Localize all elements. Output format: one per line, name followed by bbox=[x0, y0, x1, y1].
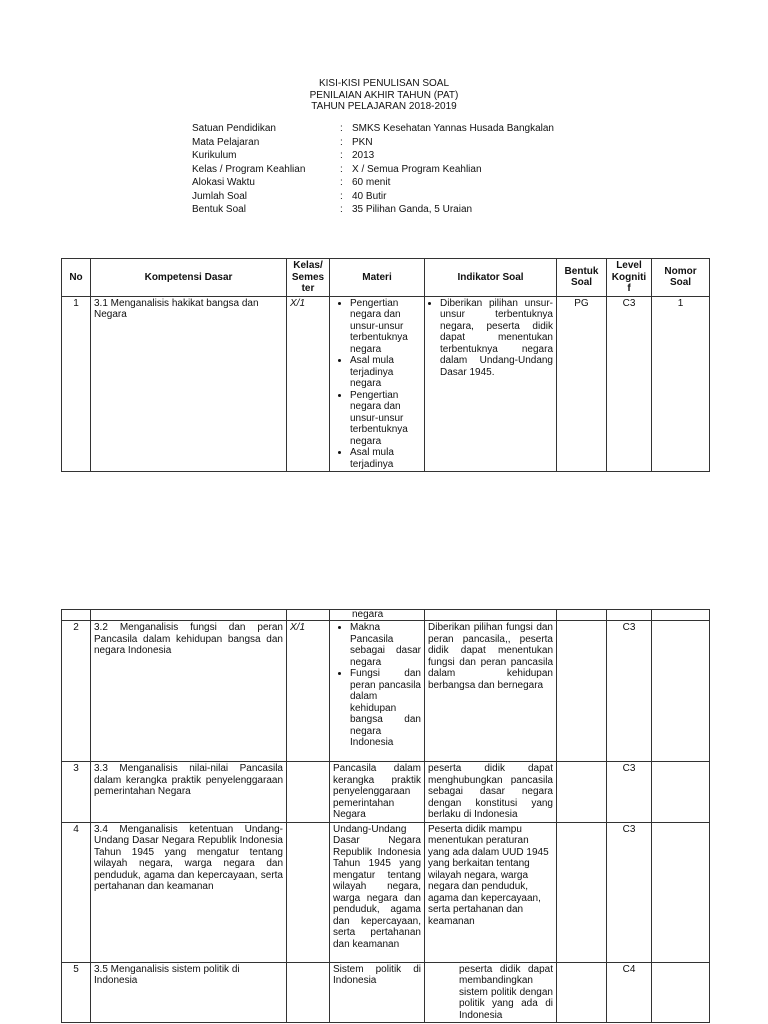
meta-label: Jumlah Soal bbox=[192, 190, 248, 202]
meta-label: Alokasi Waktu bbox=[192, 177, 255, 188]
cell-bentuk-soal bbox=[557, 962, 607, 1023]
indikator-list bbox=[428, 298, 553, 379]
cell-kelas: X/1 bbox=[287, 296, 330, 472]
meta-value: 2013 bbox=[352, 150, 375, 161]
header-bentuk-soal: Bentuk Soal bbox=[557, 259, 607, 297]
cell-indikator: peserta didik dapat membandingkan sistem politik dengan politik yang ada di Indonesia bbox=[425, 962, 557, 1023]
cell-bentuk-soal bbox=[557, 762, 607, 823]
cell-nomor-soal bbox=[652, 762, 710, 823]
document-title bbox=[0, 78, 768, 113]
cell-level-kognitif: C3 bbox=[607, 296, 652, 472]
header-kelas-semester: Kelas/ Semes ter bbox=[287, 259, 330, 297]
table-row bbox=[62, 762, 710, 823]
meta-colon: : bbox=[340, 190, 343, 202]
materi-list bbox=[333, 298, 421, 471]
meta-value: X / Semua Program Keahlian bbox=[352, 163, 482, 175]
materi-item: • Pengertian negara dan unsur-unsur terbentuknya negara bbox=[350, 390, 421, 448]
meta-row bbox=[192, 137, 652, 151]
cell-kompetensi-dasar: 3.3 Menganalisis nilai-nilai Pancasila dalam kerangka praktik penyelenggaraan pemerintahan Negara bbox=[91, 762, 287, 823]
meta-row bbox=[192, 150, 652, 164]
cell-nomor-soal bbox=[652, 822, 710, 962]
kisi-kisi-table-page-1 bbox=[61, 258, 710, 472]
cell-kelas bbox=[287, 762, 330, 823]
header-indikator-soal: Indikator Soal bbox=[425, 259, 557, 297]
cell-kelas: X/1 bbox=[287, 621, 330, 762]
meta-colon: : bbox=[340, 136, 343, 148]
title-line-1: KISI-KISI PENULISAN SOAL bbox=[318, 78, 450, 89]
meta-colon: : bbox=[340, 204, 343, 215]
header-level-kognitif: Level Kogniti f bbox=[607, 259, 652, 297]
cell-no: 4 bbox=[62, 822, 91, 962]
cell-kompetensi-dasar: 3.4 Menganalisis ketentuan Undang-Undang Dasar Negara Republik Indonesia Tahun 1945 yang mengatur tentang wilayah negara, warga negara dan penduduk, agama dan kepercayaan, serta pertahanan dan keamanan bbox=[91, 822, 287, 962]
cell-no: 3 bbox=[62, 762, 91, 823]
cell-kompetensi-dasar: 3.5 Menganalisis sistem politik di Indonesia bbox=[91, 962, 287, 1023]
cell-no: 5 bbox=[62, 962, 91, 1023]
meta-row bbox=[192, 177, 652, 191]
cell-materi: Undang-Undang Dasar Negara Republik Indonesia Tahun 1945 yang mengatur tentang wilayah negara, warga negara dan penduduk, agama dan kepercayaan, serta pertahanan dan keamanan bbox=[330, 822, 425, 962]
meta-value: SMKS Kesehatan Yannas Husada Bangkalan bbox=[352, 123, 554, 134]
header-kompetensi-dasar: Kompetensi Dasar bbox=[91, 259, 287, 297]
cell-level-kognitif: C3 bbox=[607, 762, 652, 823]
meta-label: Kelas / Program Keahlian bbox=[192, 163, 306, 175]
materi-item: • Asal mula terjadinya bbox=[350, 447, 421, 470]
cell-kompetensi-dasar: 3.2 Menganalisis fungsi dan peran Pancasila dalam kehidupan bangsa dan negara Indonesia bbox=[91, 621, 287, 762]
meta-value: 60 menit bbox=[352, 177, 391, 188]
cell-no: 2 bbox=[62, 621, 91, 762]
meta-colon: : bbox=[340, 123, 343, 134]
document-meta bbox=[192, 123, 652, 218]
cell-indikator: Diberikan pilihan fungsi dan peran pancasila,, peserta didik dapat menentukan fungsi dan peran pancasila dalam kehidupan berbangsa dan bernegara bbox=[425, 621, 557, 762]
header-nomor-soal: Nomor Soal bbox=[652, 259, 710, 297]
cell-level-kognitif: C4 bbox=[607, 962, 652, 1023]
cell-level-kognitif: C3 bbox=[607, 621, 652, 762]
cell-indikator: Peserta didik mampu menentukan peraturan yang ada dalam UUD 1945 yang berkaitan tentang wilayah negara, warga negara dan penduduk, agama dan kepercayaan, serta pertahanan dan keamanan bbox=[425, 822, 557, 962]
meta-colon: : bbox=[340, 177, 343, 188]
table-row bbox=[62, 962, 710, 1023]
cell-kelas bbox=[287, 822, 330, 962]
cell-materi bbox=[330, 621, 425, 762]
table-row-continuation bbox=[62, 610, 710, 621]
cell-materi bbox=[330, 296, 425, 472]
meta-value: PKN bbox=[352, 136, 373, 148]
cell-bentuk-soal bbox=[557, 822, 607, 962]
cell-materi: Sistem politik di Indonesia bbox=[330, 962, 425, 1023]
cell-no: 1 bbox=[62, 296, 91, 472]
meta-label: Bentuk Soal bbox=[192, 204, 246, 215]
meta-label: Satuan Pendidikan bbox=[192, 123, 276, 134]
cell-bentuk-soal: PG bbox=[557, 296, 607, 472]
cell-nomor-soal: 1 bbox=[652, 296, 710, 472]
cell-nomor-soal bbox=[652, 621, 710, 762]
meta-label: Kurikulum bbox=[192, 150, 237, 161]
kisi-kisi-table-page-2 bbox=[61, 609, 710, 1023]
meta-row bbox=[192, 204, 652, 218]
cell-bentuk-soal bbox=[557, 621, 607, 762]
cell-level-kognitif: C3 bbox=[607, 822, 652, 962]
meta-row bbox=[192, 191, 652, 205]
header-no: No bbox=[62, 259, 91, 297]
meta-value: 40 Butir bbox=[352, 190, 387, 202]
indikator-item: • Diberikan pilihan unsur-unsur terbentuknya negara, peserta didik dapat menentukan terbentuknya negara dalam Undang-Undang Dasar 1945. bbox=[440, 298, 553, 379]
materi-item: • Asal mula terjadinya negara bbox=[350, 355, 421, 390]
meta-label: Mata Pelajaran bbox=[192, 136, 260, 148]
cell-materi-continued: negara bbox=[330, 610, 425, 621]
cell-indikator bbox=[425, 296, 557, 472]
meta-colon: : bbox=[340, 163, 343, 175]
table-header-row bbox=[62, 259, 710, 297]
cell-kompetensi-dasar: 3.1 Menganalisis hakikat bangsa dan Negara bbox=[91, 296, 287, 472]
title-line-3: TAHUN PELAJARAN 2018-2019 bbox=[311, 101, 457, 112]
meta-value: 35 Pilihan Ganda, 5 Uraian bbox=[352, 204, 473, 215]
table-row bbox=[62, 296, 710, 472]
cell-kelas bbox=[287, 962, 330, 1023]
meta-colon: : bbox=[340, 150, 343, 161]
table-row bbox=[62, 822, 710, 962]
cell-nomor-soal bbox=[652, 962, 710, 1023]
materi-item: • Fungsi dan peran pancasila dalam kehidupan bangsa dan negara Indonesia bbox=[350, 668, 421, 749]
materi-item: • Pengertian negara dan unsur-unsur terbentuknya negara bbox=[350, 298, 421, 356]
meta-row bbox=[192, 164, 652, 178]
materi-item: • Makna Pancasila sebagai dasar negara bbox=[350, 622, 421, 668]
cell-indikator: peserta didik dapat menghubungkan pancasila sebagai dasar negara dengan konstitusi yang berlaku di Indonesia bbox=[425, 762, 557, 823]
materi-list bbox=[333, 622, 421, 749]
meta-row bbox=[192, 123, 652, 137]
table-row bbox=[62, 621, 710, 762]
header-materi: Materi bbox=[330, 259, 425, 297]
cell-materi: Pancasila dalam kerangka praktik penyelenggaraan pemerintahan Negara bbox=[330, 762, 425, 823]
title-line-2: PENILAIAN AKHIR TAHUN (PAT) bbox=[309, 89, 459, 101]
